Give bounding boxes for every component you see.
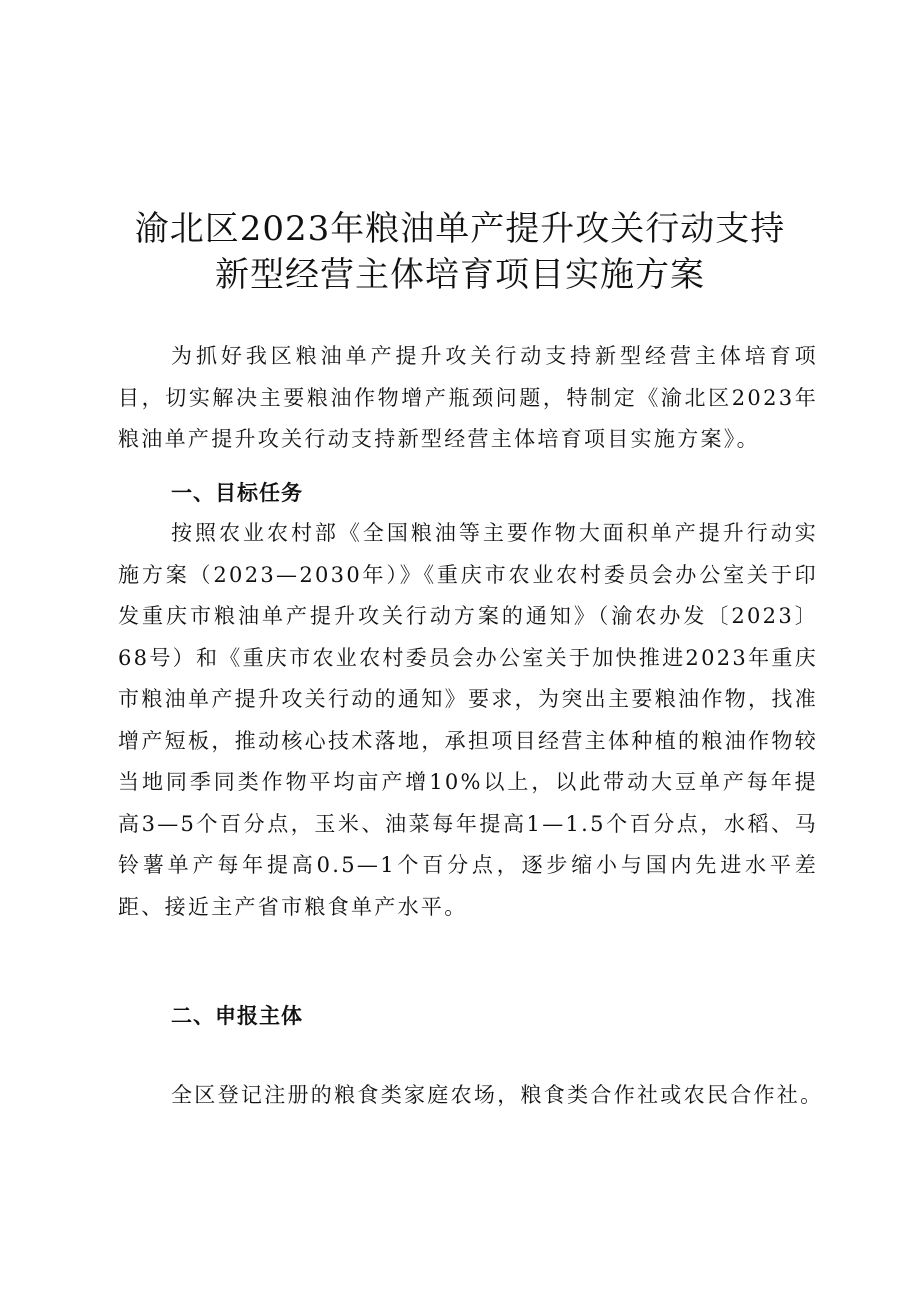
document-title-line-1: 渝北区2023年粮油单产提升攻关行动支持 xyxy=(134,209,786,249)
intro-paragraph: 为抓好我区粮油单产提升攻关行动支持新型经营主体培育项目，切实解决主要粮油作物增产瓶颈问题，特制定《渝北区2023年粮油单产提升攻关行动支持新型经营主体培育项目实施方案》。 xyxy=(118,344,818,451)
section-2-body: 全区登记注册的粮食类家庭农场，粮食类合作社或农民合作社。 xyxy=(171,1083,824,1107)
document-title-line-2: 新型经营主体培育项目实施方案 xyxy=(215,255,705,295)
section-1-body: 按照农业农村部《全国粮油等主要作物大面积单产提升行动实施方案（2023—2030年）》《重庆市农业农村委员会办公室关于印发重庆市粮油单产提升攻关行动方案的通知》（渝农办发〔2023〕68号）和《重庆市农业农村委员会办公室关于加快推进2023年重庆市粮油单产提升攻关行动的通知》要求，为突出主要粮油作物，找准增产短板，推动核心技术落地，承担项目经营主体种植的粮油作物较当地同季同类作物平均亩产增10%以上，以此带动大豆单产每年提高3—5个百分点，玉米、油菜每年提高1—1.5个百分点，水稻、马铃薯单产每年提高0.5—1个百分点，逐步缩小与国内先进水平差距、接近主产省市粮食单产水平。 xyxy=(118,521,818,919)
section-1-heading: 一、目标任务 xyxy=(171,481,303,505)
section-2-heading: 二、申报主体 xyxy=(171,1004,303,1028)
